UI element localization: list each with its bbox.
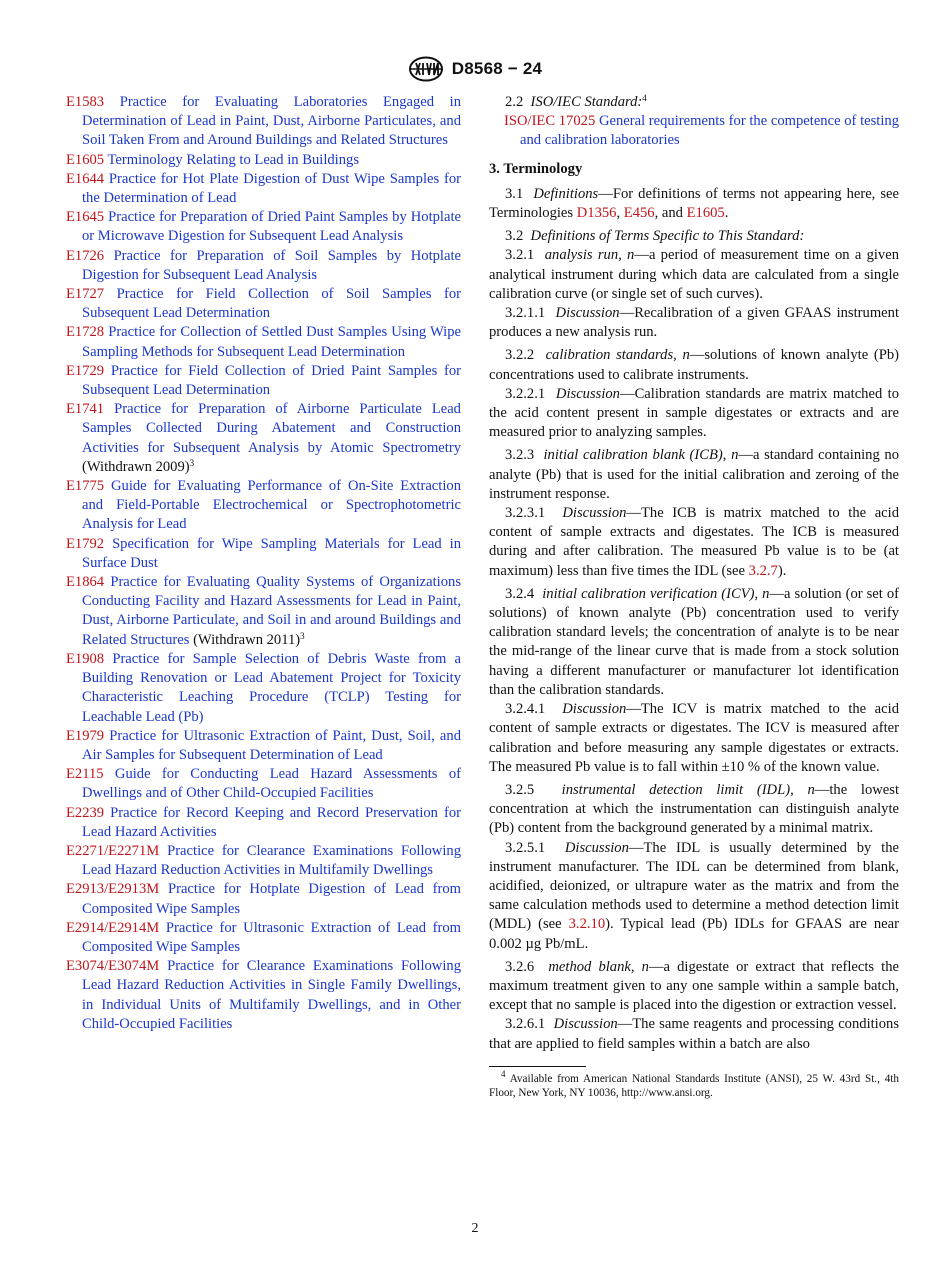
section-3-2-3-1: 3.2.3.1 Discussion—The ICB is matrix matched to the acid content of sample extracts and digestates. The ICB is measured during and after calibration. The measured Pb value is to be (at maximum) less than five times the IDL (see 3.2.7). <box>489 505 900 579</box>
iso-title-link[interactable]: General requirements for the competence of testing and calibration laboratories <box>520 113 899 149</box>
reference-code-link[interactable]: E1729 <box>66 362 105 379</box>
withdrawn-note: (Withdrawn 2009) <box>82 458 190 475</box>
reference-item <box>66 151 461 170</box>
terminology-heading: 3. Terminology <box>489 160 583 177</box>
iso-code-link[interactable]: ISO/IEC 17025 <box>504 113 596 130</box>
right-column <box>489 93 899 1100</box>
reference-code-link[interactable]: E1605 <box>66 151 105 168</box>
reference-code-link[interactable]: E1645 <box>66 209 105 226</box>
reference-code-link[interactable]: E1775 <box>66 478 105 495</box>
reference-code-link[interactable]: E1728 <box>66 324 105 341</box>
iso-heading: 2.2 ISO/IEC Standard:$^4$ <box>505 93 647 110</box>
reference-item <box>66 323 461 361</box>
reference-title-link[interactable]: Practice for Ultrasonic Extraction of Lead from Composited Wipe Samples <box>82 919 461 955</box>
referenced-documents-list <box>66 93 461 1034</box>
reference-title-link[interactable]: Practice for Sample Selection of Debris Waste from a Building Renovation or Lead Abatement Project for Toxicity Characteristic Leaching Procedure (TCLP) Testing for Leachable Lead (Pb) <box>82 650 462 725</box>
section-3-2-2-1: 3.2.2.1 Discussion—Calibration standards are matrix matched to the acid content present in sample digestates or extracts and are measured prior to analyzing samples. <box>489 385 899 441</box>
reference-title-link[interactable]: Practice for Clearance Examinations Following Lead Hazard Reduction Activities in Multifamily Dwellings <box>82 842 461 879</box>
reference-title-link[interactable]: Guide for Evaluating Performance of On-Site Extraction and Field-Portable Electrochemical or Spectrophotometric Analysis for Lead <box>82 478 461 533</box>
reference-code-link[interactable]: E1792 <box>66 535 105 552</box>
reference-item <box>66 765 461 803</box>
reference-title-link[interactable]: Practice for Field Collection of Dried Paint Samples for Subsequent Lead Determination <box>82 362 461 399</box>
reference-title-link[interactable]: Practice for Collection of Settled Dust Samples Using Wipe Sampling Methods for Subsequent Lead Determination <box>82 324 461 360</box>
reference-title-link[interactable]: Practice for Ultrasonic Extraction of Paint, Dust, Soil, and Air Samples for Subsequent Determination of Lead <box>82 727 461 763</box>
astm-logo-icon <box>408 56 444 82</box>
reference-item <box>66 804 461 842</box>
d1356-link[interactable]: D1356 <box>576 205 617 222</box>
reference-code-link[interactable]: E1908 <box>66 650 105 667</box>
reference-item <box>66 573 461 650</box>
reference-item <box>66 362 461 400</box>
iso-reference <box>489 112 899 150</box>
withdrawn-note: (Withdrawn 2011) <box>193 631 301 648</box>
reference-title-link[interactable]: Practice for Field Collection of Soil Samples for Subsequent Lead Determination <box>82 286 461 322</box>
reference-item <box>66 285 461 323</box>
footnote-marker: 3 <box>300 630 305 641</box>
reference-item <box>66 93 461 151</box>
section-3-2-1: 3.2.1 analysis run, n—a period of measurement time on a given analytical instrument during which data are calculated from a single calibration curve (or single set of such curves). <box>489 247 899 302</box>
reference-code-link[interactable]: E3074/E3074M <box>66 958 160 975</box>
reference-title-link[interactable]: Practice for Hot Plate Digestion of Dust Wipe Samples for the Determination of Lead <box>82 170 461 207</box>
reference-title-link[interactable]: Practice for Hotplate Digestion of Lead from Composited Wipe Samples <box>82 881 461 917</box>
reference-code-link[interactable]: E1726 <box>66 247 105 264</box>
reference-code-link[interactable]: E1583 <box>66 94 105 110</box>
page-header <box>0 56 950 82</box>
reference-item <box>66 400 461 477</box>
reference-code-link[interactable]: E2913/E2913M <box>66 881 160 898</box>
reference-item <box>66 957 461 1034</box>
reference-item <box>66 535 461 573</box>
reference-item <box>66 650 461 727</box>
reference-title-link[interactable]: Practice for Evaluating Laboratories Engaged in Determination of Lead in Paint, Dust, Airborne Particulates, and Soil Taken From and Around Buildings and Related Structures <box>82 94 461 149</box>
section-3-2-2: 3.2.2 calibration standards, n—solutions of known analyte (Pb) concentrations used to calibrate instruments. <box>489 347 899 383</box>
section-3-2-5: 3.2.5 instrumental detection limit (IDL), n—the lowest concentration at which the instrumentation can distinguish analyte (Pb) content from the background generated by a minimal matrix. <box>489 781 899 837</box>
reference-item <box>66 477 461 535</box>
reference-code-link[interactable]: E1644 <box>66 170 105 187</box>
reference-item <box>66 170 461 208</box>
reference-item <box>66 208 461 246</box>
reference-code-link[interactable]: E1979 <box>66 727 105 744</box>
section-3-1: 3.1 Definitions—For definitions of terms not appearing here, see Terminologies D1356, E456, and E1605. <box>489 185 900 222</box>
reference-code-link[interactable]: E2271/E2271M <box>66 842 160 859</box>
section-3-2-4: 3.2.4 initial calibration verification (ICV), n—a solution (or set of solutions) of known analyte (Pb) concentration used to verify calibration standard levels; the concentration of analyte is to be near the mid-range of the linear curve that is made from a stock solution having a different manufacturer or manufacturer lot identification than the calibration standards. <box>489 585 899 698</box>
reference-code-link[interactable]: E1741 <box>66 401 105 418</box>
reference-item <box>66 727 461 765</box>
footnote-4: $^4$ Available from American National Standards Institute (ANSI), 25 W. 43rd St., 4th Floor, New York, NY 10036, http://www.ansi.org. <box>489 1068 899 1099</box>
reference-item <box>66 247 461 285</box>
reference-title-link[interactable]: Practice for Preparation of Soil Samples by Hotplate Digestion for Subsequent Lead Analysis <box>82 247 461 283</box>
footnote-marker: 3 <box>189 457 195 468</box>
section-3-2-4-1: 3.2.4.1 Discussion—The ICV is matrix matched to the acid content of sample extracts or digestates. The ICV is measured after calibration and before measuring any sample digestates or extracts. The measured Pb value is to fall within ±10 % of the known value. <box>489 701 899 775</box>
reference-title-link[interactable]: Practice for Evaluating Quality Systems of Organizations Conducting Facility and Hazard Assessments for Lead in Paint, Dust, Airborne Particulate, and Soil in and around Buildings and Related Structures <box>82 574 461 648</box>
reference-code-link[interactable]: E1864 <box>66 574 105 591</box>
reference-title-link[interactable]: Guide for Conducting Lead Hazard Assessments of Dwellings and of Other Child-Occupied Facilities <box>82 766 461 802</box>
reference-title-link[interactable]: Practice for Preparation of Dried Paint Samples by Hotplate or Microwave Digestion for Subsequent Lead Analysis <box>82 209 461 245</box>
reference-item <box>66 919 461 957</box>
section-3-2-6: 3.2.6 method blank, n—a digestate or extract that reflects the maximum treatment given to any one sample within a sample batch, except that no sample is placed into the digestion or extraction vessel. <box>489 958 899 1014</box>
reference-item <box>66 842 461 880</box>
reference-title-link[interactable]: Terminology Relating to Lead in Buildings <box>107 151 359 168</box>
reference-title-link[interactable]: Practice for Preparation of Airborne Particulate Lead Samples Collected During Abatement and Construction Activities for Subsequent Analysis by Atomic Spectrometry <box>82 401 461 456</box>
reference-code-link[interactable]: E2115 <box>66 766 104 783</box>
section-3-2-1-1: 3.2.1.1 Discussion—Recalibration of a given GFAAS instrument produces a new analysis run. <box>489 305 899 341</box>
footnote-divider <box>489 1066 586 1067</box>
reference-title-link[interactable]: Specification for Wipe Sampling Materials for Lead in Surface Dust <box>82 535 461 571</box>
reference-item <box>66 880 461 918</box>
reference-code-link[interactable]: E2914/E2914M <box>66 919 160 936</box>
ref-3-2-10-link[interactable]: 3.2.10 <box>568 916 606 933</box>
document-id: D8568 − 24 <box>451 59 543 78</box>
reference-title-link[interactable]: Practice for Clearance Examinations Following Lead Hazard Reduction Activities in Single Family Dwellings, in Individual Units of Multifamily Dwellings, and in Other Child-Occupied Facilities <box>82 958 461 1032</box>
e456-link[interactable]: E456 <box>623 205 655 222</box>
section-3-2-5-1: 3.2.5.1 Discussion—The IDL is usually determined by the instrument manufacturer. The IDL can be determined from blank, acidified, deionized, or ultrapure water as the matrix and from the same calculation methods used to determine a method detection limit (MDL) (see 3.2.10). Typical lead (Pb) IDLs for GFAAS are near 0.002 µg Pb/mL. <box>489 839 900 952</box>
e1605-link[interactable]: E1605 <box>686 205 725 222</box>
ref-3-2-7-link[interactable]: 3.2.7 <box>748 562 778 579</box>
reference-code-link[interactable]: E2239 <box>66 804 105 821</box>
reference-title-link[interactable]: Practice for Record Keeping and Record Preservation for Lead Hazard Activities <box>82 804 461 840</box>
section-3-2-3: 3.2.3 initial calibration blank (ICB), n—a standard containing no analyte (Pb) that is used for the initial calibration and zeroing of the instrument response. <box>489 447 900 502</box>
section-3-2-6-1: 3.2.6.1 Discussion—The same reagents and processing conditions that are applied to field samples within a batch are also <box>489 1016 900 1052</box>
page-number: 2 <box>471 1221 479 1236</box>
reference-code-link[interactable]: E1727 <box>66 286 105 303</box>
section-3-2: 3.2 Definitions of Terms Specific to This Standard: <box>505 228 805 245</box>
